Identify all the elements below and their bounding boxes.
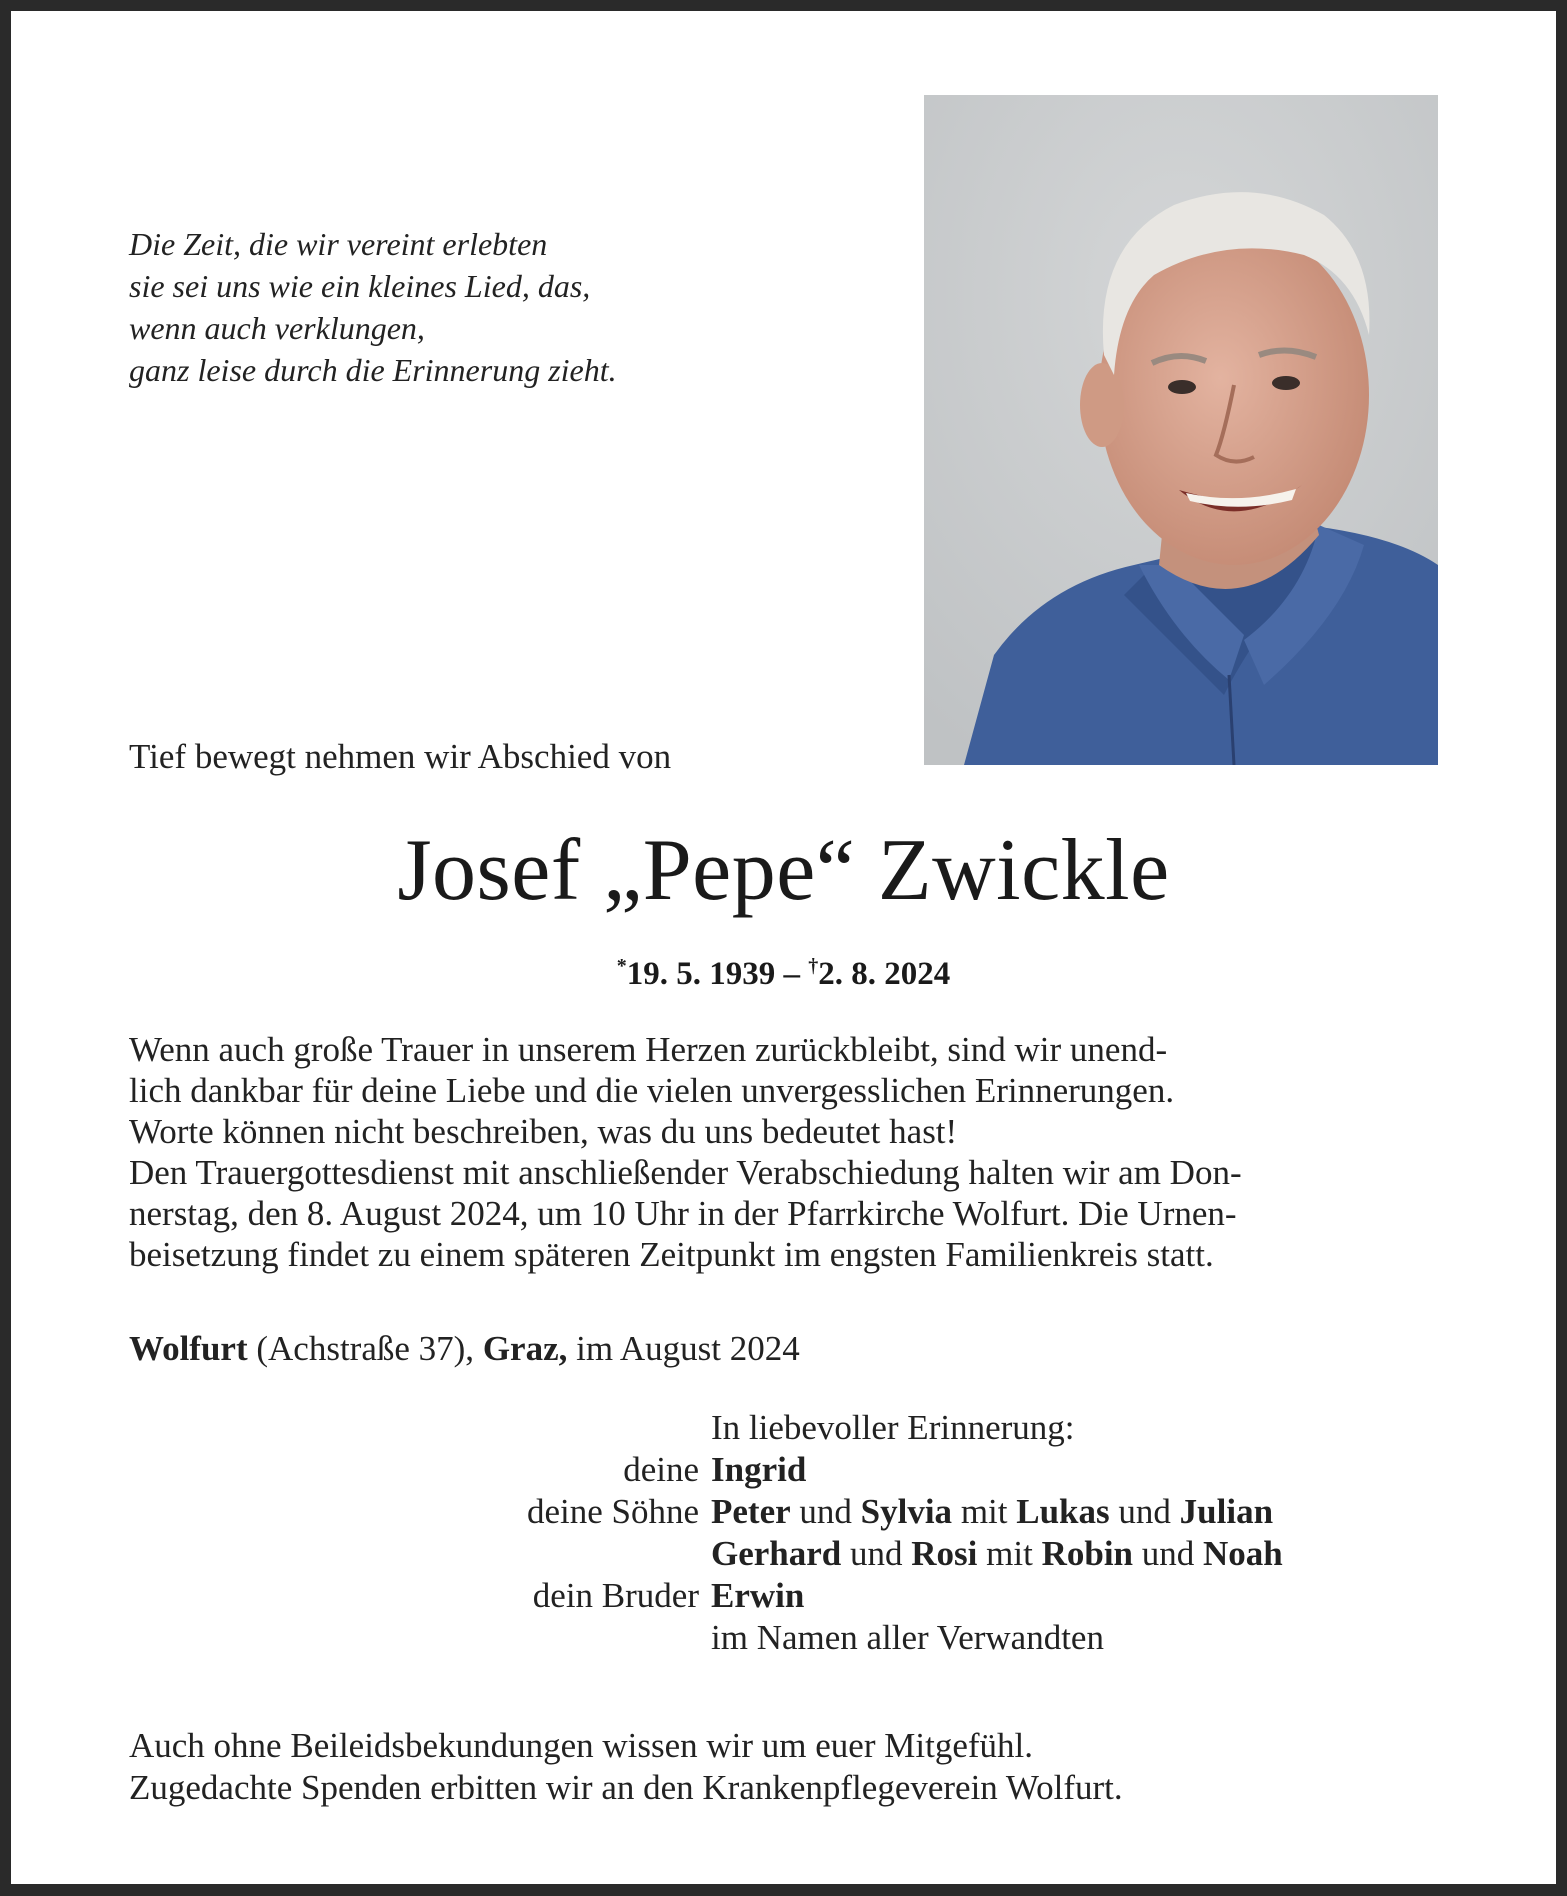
family-name: Lukas — [1016, 1492, 1110, 1531]
family-name: Julian — [1179, 1492, 1274, 1531]
connector: und — [1109, 1492, 1180, 1531]
family-row — [11, 1575, 1556, 1617]
obituary-card — [11, 11, 1556, 1884]
relation-names — [711, 1533, 1283, 1575]
body-line: nerstag, den 8. August 2024, um 10 Uhr in der Pfarrkirche Wolfurt. Die Urnen- — [129, 1194, 1237, 1233]
poem-line: sie sei uns wie ein kleines Lied, das, — [129, 268, 591, 304]
body-line: Den Trauergottesdienst mit anschließender Verabschiedung halten wir am Don- — [129, 1153, 1242, 1192]
body-line: beisetzung findet zu einem späteren Zeitpunkt im engsten Familienkreis statt. — [129, 1235, 1214, 1274]
family-row — [11, 1491, 1556, 1533]
address: (Achstraße 37), — [247, 1329, 483, 1368]
connector: mit — [952, 1492, 1017, 1531]
death-symbol: † — [808, 955, 819, 977]
family-name: Rosi — [911, 1534, 978, 1573]
place-date-line — [129, 1329, 800, 1369]
death-date: 2. 8. 2024 — [818, 956, 951, 992]
family-name: Peter — [711, 1492, 791, 1531]
footer-line: Zugedachte Spenden erbitten wir an den Krankenpflegeverein Wolfurt. — [129, 1768, 1123, 1807]
deceased-name: Josef „Pepe“ Zwickle — [397, 822, 1170, 919]
town-graz: Graz, — [482, 1329, 568, 1368]
relatives-note: im Namen aller Verwandten — [711, 1618, 1104, 1657]
relation-names — [711, 1491, 1273, 1533]
family-row — [11, 1533, 1556, 1575]
connector: mit — [977, 1534, 1042, 1573]
relation-names — [711, 1575, 804, 1617]
connector: und — [790, 1492, 861, 1531]
relation-label: deine — [623, 1450, 699, 1489]
connector: und — [1133, 1534, 1204, 1573]
portrait-photo — [924, 95, 1438, 765]
portrait-illustration — [924, 95, 1438, 765]
family-row — [11, 1449, 1556, 1491]
footer-line: Auch ohne Beileidsbekundungen wissen wir um euer Mitgefühl. — [129, 1726, 1033, 1765]
family-name: Sylvia — [860, 1492, 953, 1531]
month-year: im August 2024 — [567, 1329, 800, 1368]
relation-label: deine Söhne — [526, 1492, 699, 1531]
family-name: Robin — [1041, 1534, 1134, 1573]
life-dates — [11, 955, 1556, 993]
footer-text — [129, 1725, 1123, 1809]
family-heading-row — [11, 1407, 1556, 1449]
family-name: Gerhard — [711, 1534, 842, 1573]
family-list — [11, 1407, 1556, 1659]
town-wolfurt: Wolfurt — [129, 1329, 248, 1368]
family-name: Erwin — [711, 1576, 805, 1615]
family-row — [11, 1617, 1556, 1659]
birth-date: 19. 5. 1939 — [626, 956, 776, 992]
family-name: Noah — [1203, 1534, 1283, 1573]
family-name: Ingrid — [711, 1450, 807, 1489]
relation-names — [711, 1449, 806, 1491]
body-line: lich dankbar für deine Liebe und die vielen unvergesslichen Erinnerungen. — [129, 1071, 1175, 1110]
poem-line: wenn auch verklungen, — [129, 310, 425, 346]
family-heading: In liebevoller Erinnerung: — [711, 1408, 1075, 1447]
poem — [129, 223, 617, 391]
date-separator: – — [775, 956, 809, 992]
body-line: Worte können nicht beschreiben, was du uns bedeutet hast! — [129, 1112, 958, 1151]
relation-label: dein Bruder — [532, 1576, 699, 1615]
connector: und — [841, 1534, 912, 1573]
birth-symbol: * — [616, 955, 627, 977]
announcement-text — [129, 1029, 1439, 1275]
body-line: Wenn auch große Trauer in unserem Herzen zurückbleibt, sind wir unend- — [129, 1030, 1168, 1069]
poem-line: Die Zeit, die wir vereint erlebten — [129, 226, 548, 262]
intro-text: Tief bewegt nehmen wir Abschied von — [129, 737, 672, 776]
poem-line: ganz leise durch die Erinnerung zieht. — [129, 352, 617, 388]
